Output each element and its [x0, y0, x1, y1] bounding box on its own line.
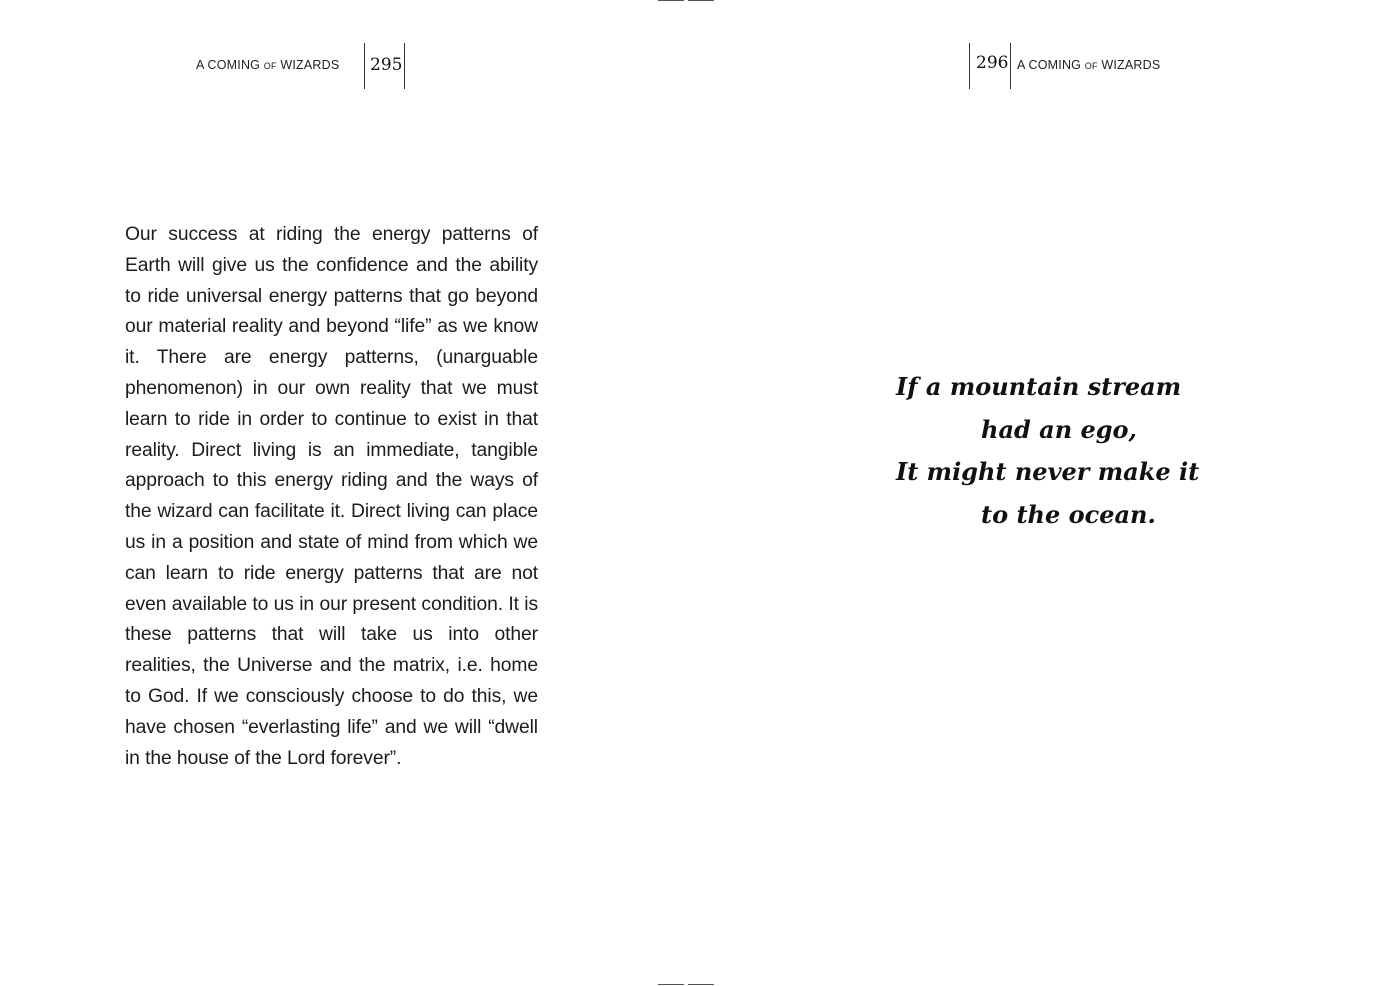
gutter-mark-top-left	[658, 0, 684, 1]
header-rule	[404, 43, 405, 89]
book-title-of: OF	[263, 61, 277, 71]
book-title-of: OF	[1084, 61, 1098, 71]
gutter-mark-bottom-left	[658, 984, 684, 985]
gutter-mark-bottom-right	[688, 984, 714, 985]
left-page-number: 295	[370, 55, 403, 75]
book-title-part2: WIZARDS	[280, 58, 340, 72]
gutter-mark-top-right	[688, 0, 714, 1]
poem-line: It might never make it	[896, 457, 1200, 486]
right-page-number: 296	[976, 53, 1009, 73]
left-page-body	[125, 220, 538, 774]
poem-line: to the ocean.	[981, 499, 1156, 529]
left-running-header	[196, 58, 339, 72]
header-rule	[1010, 43, 1011, 89]
header-rule	[364, 43, 365, 89]
poem-line: If a mountain stream	[896, 372, 1182, 401]
book-title-part1: A COMING	[196, 58, 261, 72]
poem-line: had an ego,	[981, 414, 1137, 444]
book-title-part1: A COMING	[1017, 58, 1082, 72]
header-rule	[969, 43, 970, 89]
book-title-part2: WIZARDS	[1101, 58, 1161, 72]
poem	[896, 366, 1199, 536]
right-running-header	[1017, 58, 1160, 72]
body-paragraph: Our success at riding the energy patterns of Earth will give us the confidence and the ability to ride universal energy patterns that go beyond our material reality and beyond “life” as we know it. There are energy patterns, (unarguable phenomenon) in our own reality that we must learn to ride in order to continue to exist in that reality. Direct living is an immediate, tangible approach to this energy riding and the ways of the wizard can facilitate it. Direct living can place us in a position and state of mind from which we can learn to ride energy patterns that are not even available to us in our present condition. It is these patterns that will take us into other realities, the Universe and the matrix, i.e. home to God. If we consciously choose to do this, we have chosen “everlasting life” and we will “dwell in the house of the Lord forever”.	[125, 224, 538, 769]
